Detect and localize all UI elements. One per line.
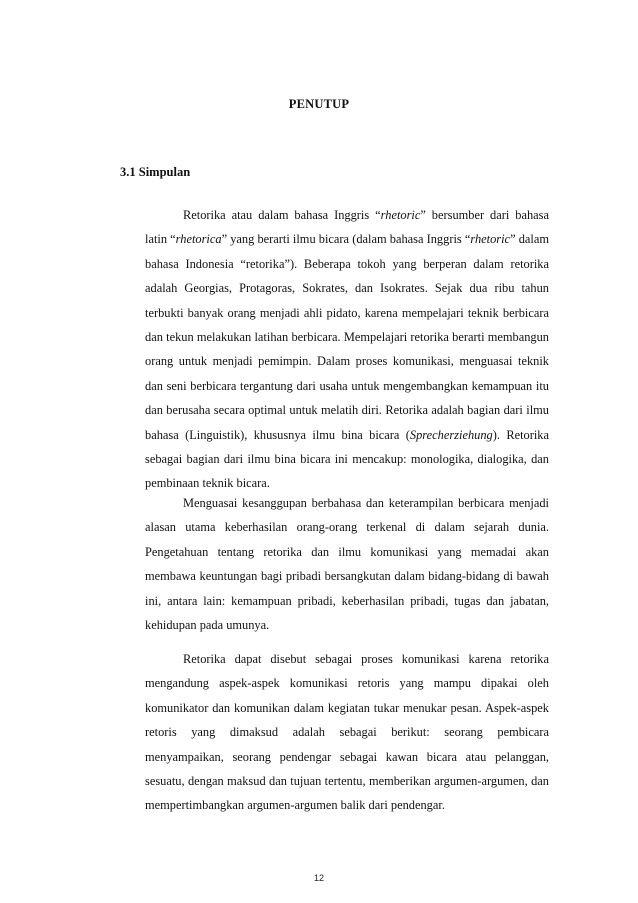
section-heading: 3.1 Simpulan [120,165,191,179]
paragraph-1-text: ” dalam bahasa Indonesia “retorika”). Beberapa tokoh yang berperan dalam retorika adalah Georgias, Protagoras, Sokrates, dan Isokrates. Sejak dua ribu tahun terbukti banyak orang menjadi ahli pidato, karena mempelajari teknik berbicara dan tekun melakukan latihan berbicara. Mempelajari retorika berarti membangun orang untuk menjadi pemimpin. Dalam proses komunikasi, menguasai teknik dan seni berbicara tergantung dari usaha untuk mengembangkan kemampuan itu dan berusaha secara optimal untuk melatih diri. Retorika adalah bagian dari ilmu bahasa (Linguistik), khususnya ilmu bina bicara ( [145,232,549,442]
paragraph-3: Retorika dapat disebut sebagai proses komunikasi karena retorika mengandung aspek-aspek komunikasi retoris yang mampu dipakai oleh komunikator dan komunikan dalam kegiatan tukar menukar pesan. Aspek-aspek retoris yang dimaksud adalah sebagai berikut: seorang pembicara menyampaikan, seorang pendengar sebagai kawan bicara atau pelanggan, sesuatu, dengan maksud dan tujuan tertentu, memberikan argumen-argumen, dan mempertimbangkan argumen-argumen balik dari pendengar. [145,652,549,813]
paragraph-1-italic-term: rhetoric [380,208,421,222]
paragraph-2: Menguasai kesanggupan berbahasa dan keterampilan berbicara menjadi alasan utama keberhasilan orang-orang terkenal di dalam sejarah dunia. Pengetahuan tentang retorika dan ilmu komunikasi yang memadai akan membawa keuntungan bagi pribadi bersangkutan dalam bidang-bidang di bawah ini, antara lain: kemampuan pribadi, keberhasilan pribadi, tugas dan jabatan, kehidupan pada umunya. [145,496,549,633]
page-number: 12 [313,873,324,883]
paragraph-1-text: ). Retorika sebagai bagian dari ilmu bina bicara ini mencakup: monologika, dialogika, dan pembinaan teknik bicara. [145,427,549,491]
paragraph-1-italic-term: rhetoric [470,232,511,247]
paragraph-1-text: ” yang berarti ilmu bicara (dalam bahasa Inggris “ [221,232,471,247]
paragraph-1-italic-term: rhetorica [175,232,222,247]
paragraph-1-italic-term: Sprecherziehung [409,427,493,442]
paragraph-1 [145,203,549,496]
page-title: PENUTUP [288,97,350,111]
paragraph-1-text: ” bersumber dari bahasa latin “ [145,208,549,247]
paragraph-1-text: Retorika atau dalam bahasa Inggris “ [183,208,381,222]
